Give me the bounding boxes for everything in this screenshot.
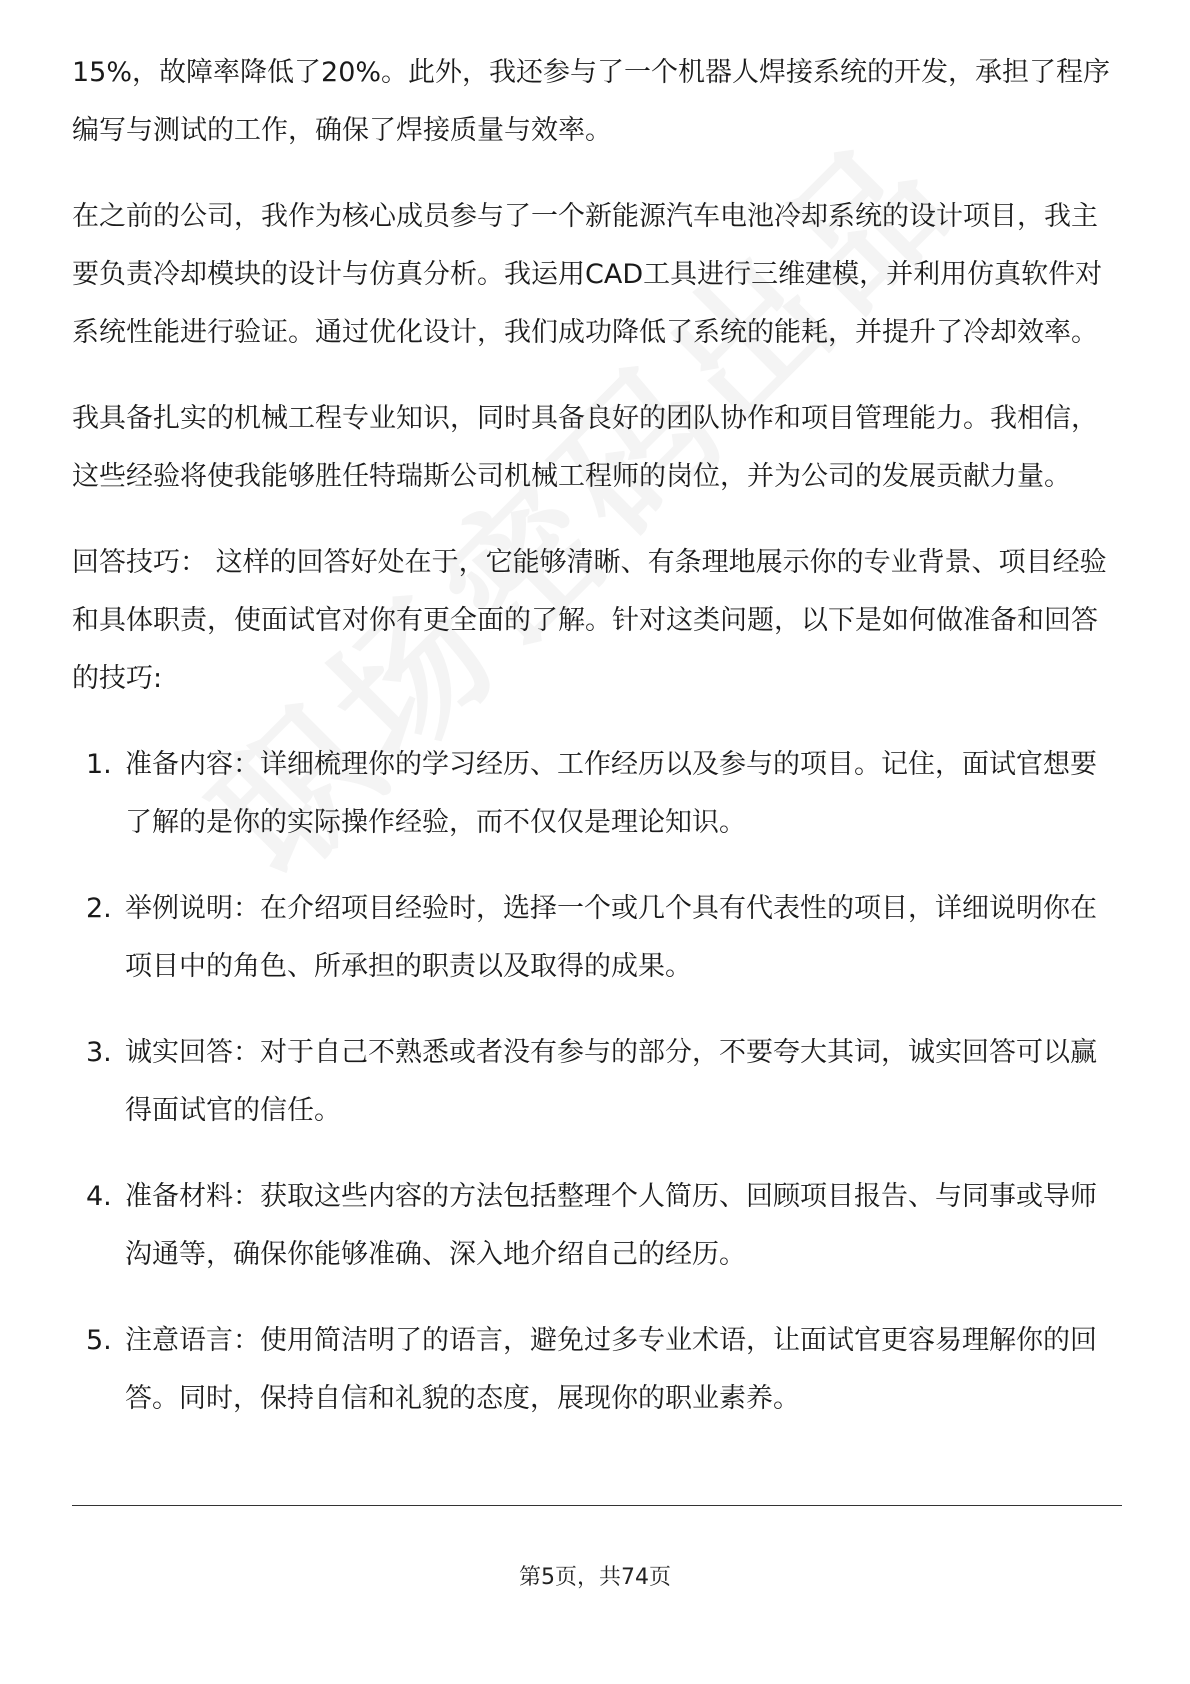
list-item [72,1312,1122,1428]
list-item-number: 5. [86,1325,112,1356]
list-item-text: 准备材料：获取这些内容的方法包括整理个人简历、回顾项目报告、与同事或导师沟通等，确保你能够准确、深入地介绍自己的经历。 [125,1181,1097,1270]
list-item-text: 准备内容：详细梳理你的学习经历、工作经历以及参与的项目。记住，面试官想要了解的是你的实际操作经验，而不仅仅是理论知识。 [125,749,1097,838]
list-item-text: 举例说明：在介绍项目经验时，选择一个或几个具有代表性的项目，详细说明你在项目中的角色、所承担的职责以及取得的成果。 [125,893,1097,982]
page-number: 第5页，共74页 [519,1565,671,1590]
list-item-number: 2. [86,893,112,924]
list-item-text: 注意语言：使用简洁明了的语言，避免过多专业术语，让面试官更容易理解你的回答。同时，保持自信和礼貌的态度，展现你的职业素养。 [125,1325,1097,1414]
list-item [72,880,1122,996]
paragraph-answer-tips-intro: 回答技巧： 这样的回答好处在于，它能够清晰、有条理地展示你的专业背景、项目经验和具体职责，使面试官对你有更全面的了解。针对这类问题，以下是如何做准备和回答的技巧: [72,547,1107,694]
paragraph-qualifications: 我具备扎实的机械工程专业知识，同时具备良好的团队协作和项目管理能力。我相信，这些经验将使我能够胜任特瑞斯公司机械工程师的岗位，并为公司的发展贡献力量。 [72,403,1098,492]
list-item-number: 1. [86,749,112,780]
paragraph-project-summary: 15%，故障率降低了20%。此外，我还参与了一个机器人焊接系统的开发，承担了程序编写与测试的工作，确保了焊接质量与效率。 [72,57,1111,146]
list-item-number: 4. [86,1181,112,1212]
list-item-text: 诚实回答：对于自己不熟悉或者没有参与的部分，不要夸大其词，诚实回答可以赢得面试官的信任。 [125,1037,1097,1126]
paragraph-previous-company: 在之前的公司，我作为核心成员参与了一个新能源汽车电池冷却系统的设计项目，我主要负责冷却模块的设计与仿真分析。我运用CAD工具进行三维建模，并利用仿真软件对系统性能进行验证。通过优化设计，我们成功降低了系统的能耗，并提升了冷却效率。 [72,201,1103,348]
footer-divider [72,1505,1122,1506]
list-item-number: 3. [86,1037,112,1068]
tips-list [72,736,1122,1428]
document-body [72,44,1122,1456]
list-item [72,1024,1122,1140]
list-item [72,736,1122,852]
list-item [72,1168,1122,1284]
